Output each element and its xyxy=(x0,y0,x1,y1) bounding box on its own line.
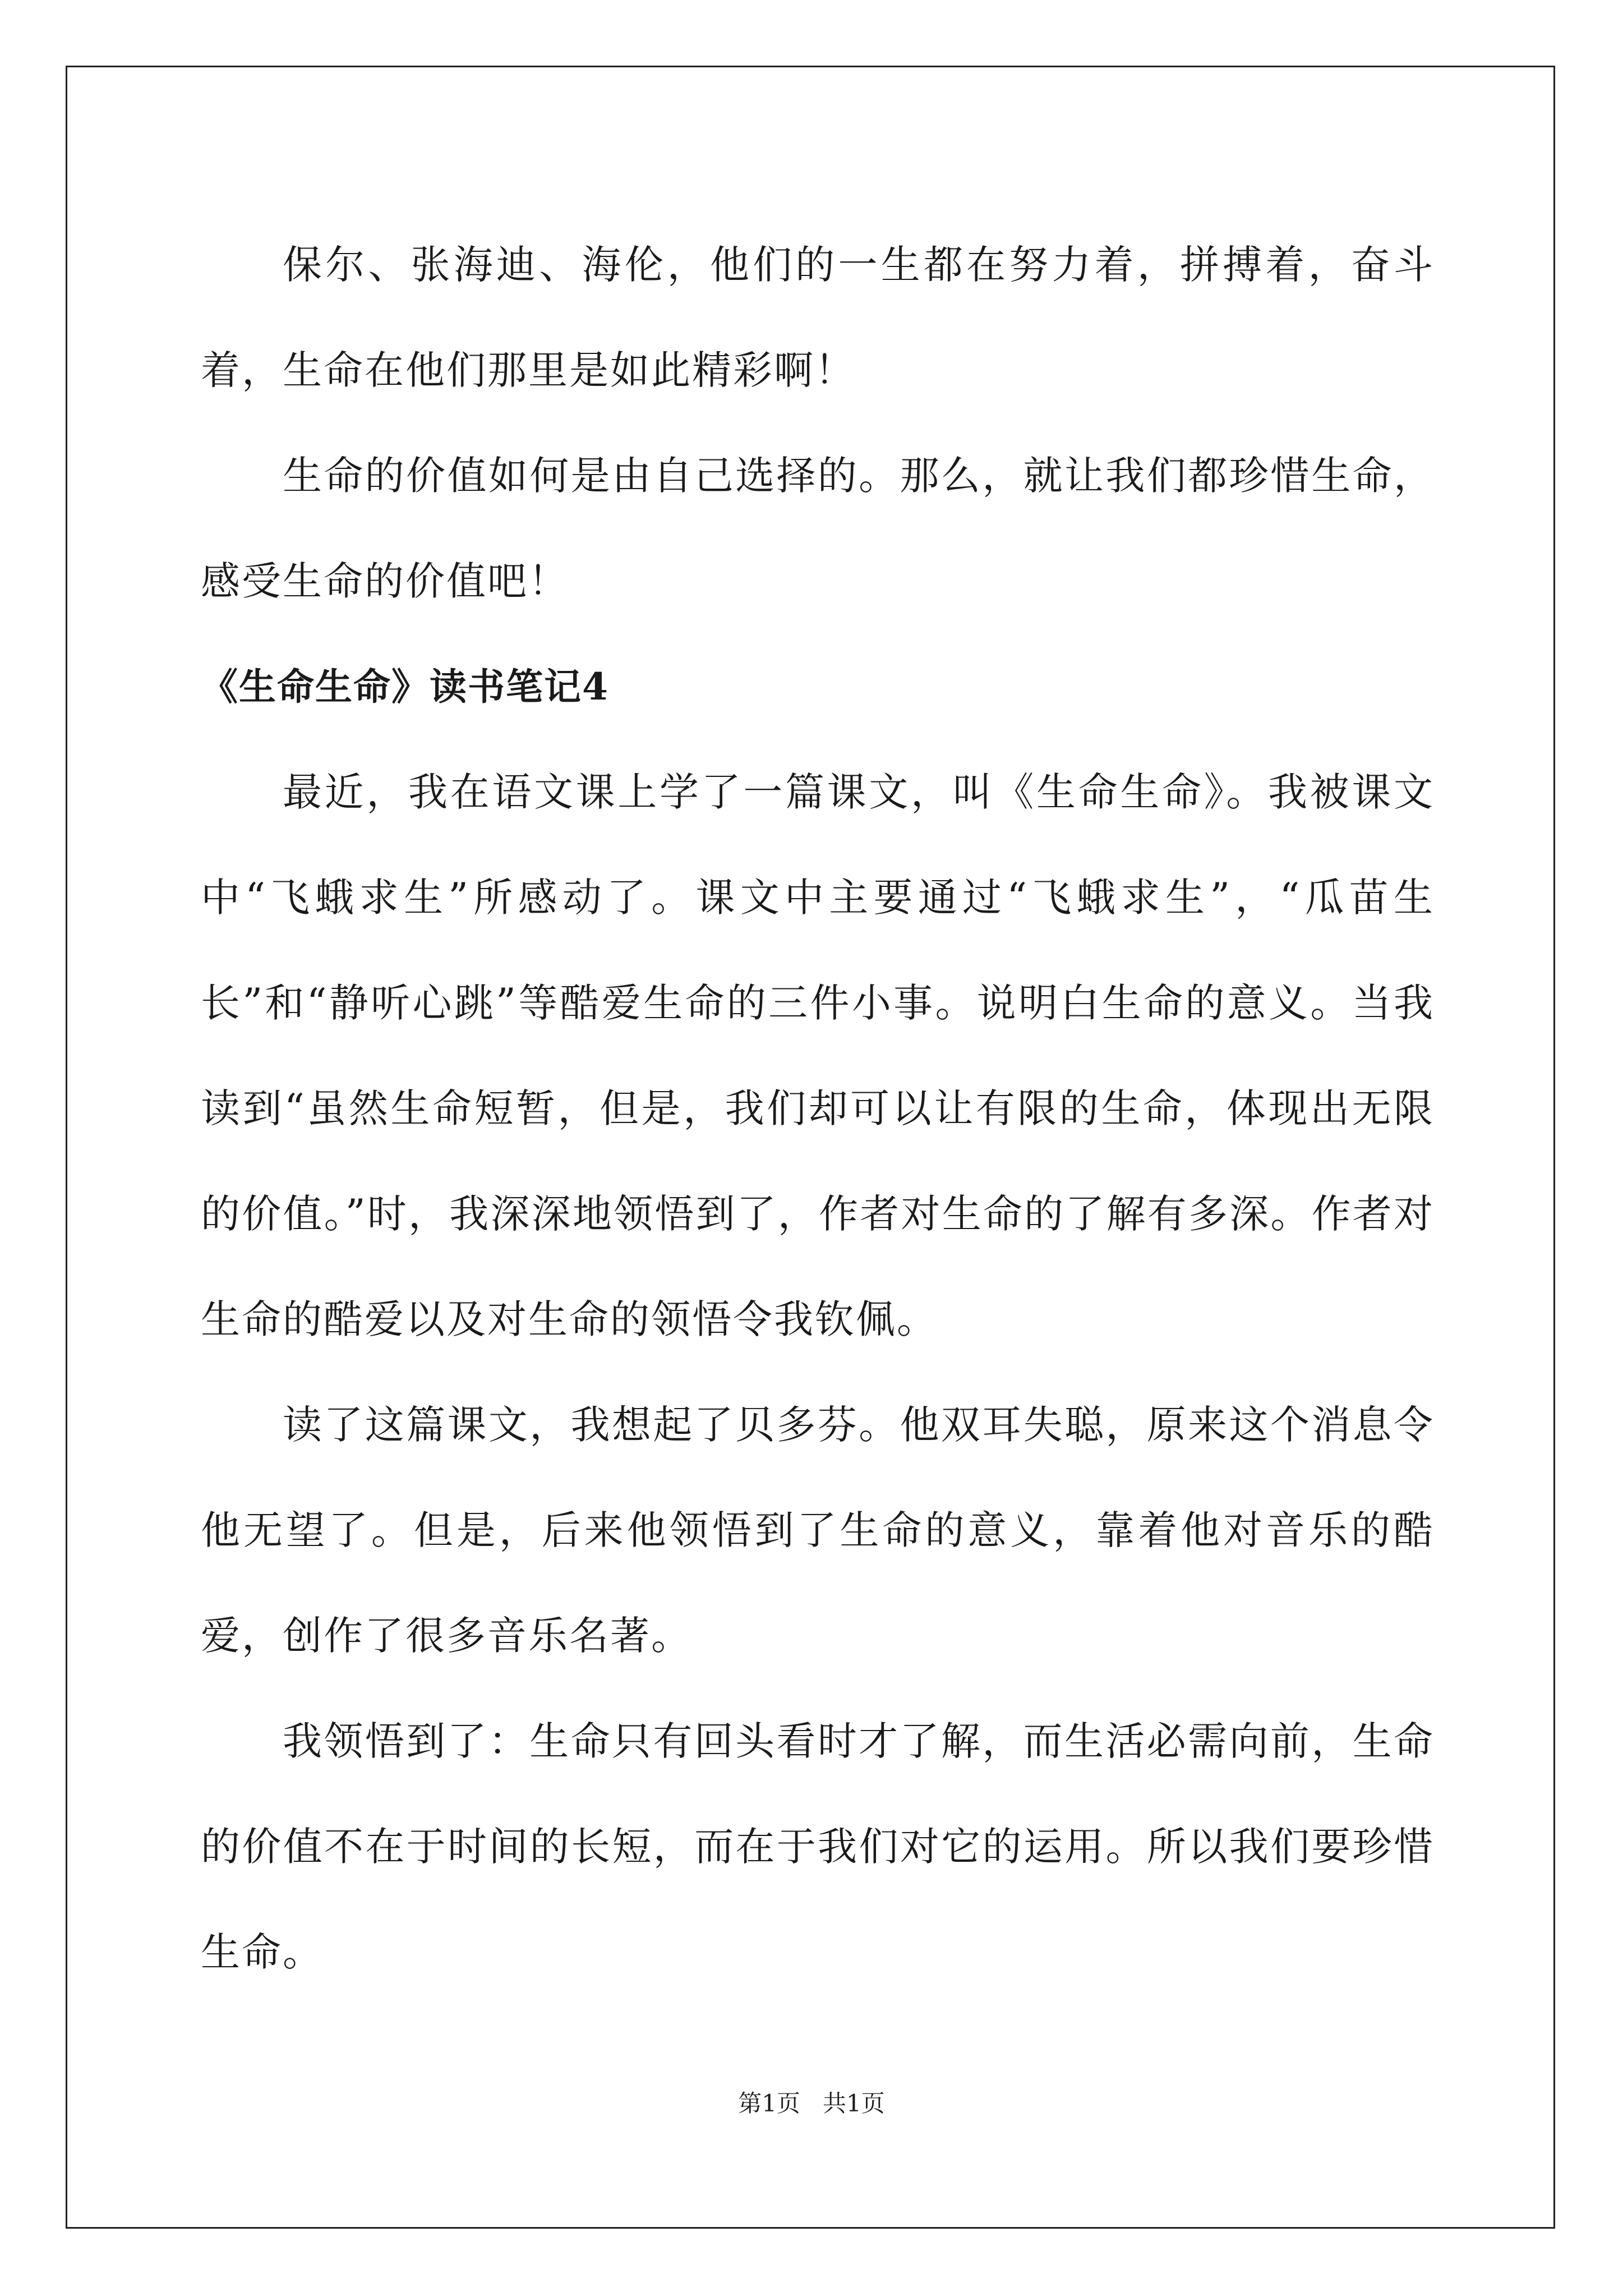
paragraph-3: 最近，我在语文课上学了一篇课文，叫《生命生命》。我被课文中“飞蛾求生”所感动了。课文中主要通过“飞蛾求生”，“瓜苗生长”和“静听心跳”等酷爱生命的三件小事。说明白生命的意义。当我读到“虽然生命短暂，但是，我们却可以让有限的生命，体现出无限的价值。”时，我深深地领悟到了，作者对生命的了解有多深。作者对生命的酷爱以及对生命的领悟令我钦佩。 xyxy=(201,769,1435,1342)
paragraph-5: 我领悟到了：生命只有回头看时才了解，而生活必需向前，生命的价值不在于时间的长短，而在于我们对它的运用。所以我们要珍惜生命。 xyxy=(201,1718,1435,1975)
paragraph-2: 生命的价值如何是由自己选择的。那么，就让我们都珍惜生命，感受生命的价值吧！ xyxy=(201,453,1435,604)
paragraph-4: 读了这篇课文，我想起了贝多芬。他双耳失聪，原来这个消息令他无望了。但是，后来他领悟到了生命的意义，靠着他对音乐的酷爱，创作了很多音乐名著。 xyxy=(201,1402,1435,1659)
page-number-footer: 第1页 共1页 xyxy=(738,2090,885,2117)
section-heading: 《生命生命》读书笔记4 xyxy=(201,665,609,708)
paragraph-1: 保尔、张海迪、海伦，他们的一生都在努力着，拼搏着，奋斗着，生命在他们那里是如此精彩啊！ xyxy=(201,242,1435,393)
document-body xyxy=(201,212,1435,2005)
